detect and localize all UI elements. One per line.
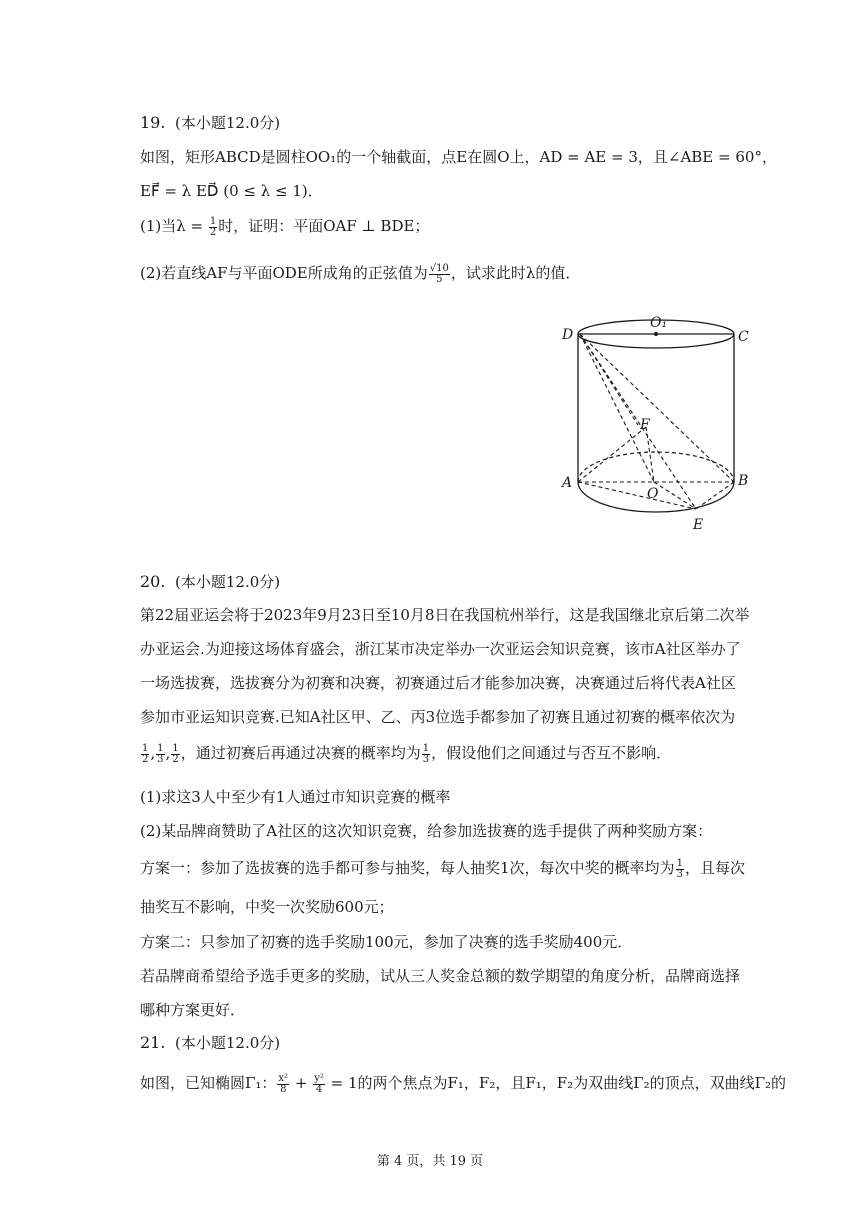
q19-header (140, 113, 280, 133)
q20-prob-1: $\frac{1}{2}$ (142, 742, 149, 765)
bottom-ellipse-back (578, 452, 734, 482)
label-d: D (562, 327, 574, 343)
q20-part2: (2)某品牌商赞助了A社区的这次知识竞赛，给参加选拔赛的选手提供了两种奖励方案： (140, 822, 713, 840)
q20-line3: 一场选拔赛，选拔赛分为初赛和决赛，初赛通过后才能参加决赛，决赛通过后将代表A社区 (140, 674, 736, 692)
q20-number: 20. (140, 572, 166, 591)
q21-x-fraction: $\frac{\text{x²}}{8}$ (278, 1072, 289, 1095)
line-af (578, 427, 646, 482)
q19-part1 (140, 216, 429, 238)
q20-line5: $\frac{1}{2}$ , $\frac{1}{3}$ , $\frac{1}{2}$ ，通过初赛后再通过决赛的概率均为 $\frac{1}{3}$ ，假设他们之间通过与否互不影响． (142, 742, 672, 765)
q19-part1-post: 时，证明：平面OAF ⊥ BDE； (218, 217, 430, 235)
q20-prob-3: $\frac{1}{2}$ (172, 742, 179, 765)
label-e: E (693, 517, 704, 533)
q20-plan1-post: ，且每次 (684, 859, 745, 877)
label-f: F (640, 417, 650, 433)
q21-line1-post: = 1的两个焦点为F₁，F₂，且F₁，F₂为双曲线Γ₂的顶点，双曲线Γ₂的 (325, 1074, 787, 1092)
label-b: B (738, 473, 749, 489)
line-oe (654, 482, 696, 509)
q20-part1: (1)求这3人中至少有1人通过市知识竞赛的概率 (140, 788, 451, 806)
q20-line5-post: ，假设他们之间通过与否互不影响． (431, 744, 672, 762)
label-o: O (647, 486, 659, 502)
q19-line1: 如图，矩形ABCD是圆柱OO₁的一个轴截面，点E在圆O上，AD = AE = 3，且∠ABE = 60°， (140, 148, 777, 166)
line-ae (578, 482, 696, 509)
q20-line2: 办亚运会.为迎接这场体育盛会，浙江某市决定举办一次亚运会知识竞赛，该市A社区举办了 (140, 640, 741, 658)
q19-part2-fraction: $\frac{√10}{5}$ (429, 262, 449, 285)
q20-question-line1: 若品牌商希望给予选手更多的奖励，试从三人奖金总额的数学期望的角度分析，品牌商选择 (140, 967, 741, 985)
q20-header (140, 572, 280, 592)
q21-line1: 如图，已知椭圆Γ₁： $\frac{\text{x²}}{8}$ + $\frac{\text{y²}}{4}$ = 1的两个焦点为F₁，F₂，且F₁，F₂为双曲线Γ₂的顶点，双曲线Γ₂的 (140, 1072, 787, 1095)
q20-score: (本小题12.0分) (175, 573, 281, 591)
line-be (696, 482, 734, 509)
q20-question-line2: 哪种方案更好． (140, 1001, 246, 1019)
q21-line1-pre: 如图，已知椭圆Γ₁： (140, 1074, 277, 1092)
q20-plan2: 方案二：只参加了初赛的选手奖励100元，参加了决赛的选手奖励400元． (140, 933, 633, 951)
line-do (580, 334, 654, 482)
line-de (580, 334, 696, 509)
page-footer: 第 4 页，共 19 页 (376, 1154, 484, 1169)
q20-final-prob: $\frac{1}{3}$ (422, 742, 430, 765)
q20-plan1-fraction: $\frac{1}{3}$ (676, 857, 683, 880)
q19-part1-fraction: $\frac{1}{2}$ (209, 215, 217, 238)
q20-prob-2: $\frac{1}{3}$ (157, 742, 164, 765)
cylinder-figure (550, 305, 770, 540)
q20-line1: 第22届亚运会将于2023年9月23日至10月8日在我国杭州举行，这是我国继北京后第二次举 (140, 606, 750, 624)
q19-part2-post: ，试求此时λ的值． (450, 264, 581, 282)
q21-number: 21. (140, 1033, 166, 1052)
q20-plan1-line2: 抽奖互不影响，中奖一次奖励600元； (140, 898, 394, 916)
q19-part1-pre: (1)当λ = (140, 217, 208, 235)
q19-part2-pre: (2)若直线AF与平面ODE所成角的正弦值为 (140, 264, 428, 282)
label-c: C (738, 329, 749, 345)
q21-y-fraction: $\frac{\text{y²}}{4}$ (314, 1072, 324, 1095)
q21-header (140, 1033, 280, 1053)
label-o1: O₁ (650, 315, 668, 331)
center-o1 (654, 332, 658, 336)
q19-number: 19. (140, 113, 166, 132)
label-a: A (562, 475, 573, 491)
q19-line2: EF⃗ = λ ED⃗ (0 ≤ λ ≤ 1)． (140, 182, 323, 200)
q19-score: (本小题12.0分) (175, 114, 281, 132)
q19-part2 (140, 263, 580, 285)
q21-score: (本小题12.0分) (175, 1034, 281, 1052)
q20-plan1 (140, 858, 745, 880)
q20-line5-mid: ，通过初赛后再通过决赛的概率均为 (180, 744, 421, 762)
q20-plan1-pre: 方案一：参加了选拔赛的选手都可参与抽奖，每人抽奖1次，每次中奖的概率均为 (140, 859, 675, 877)
q20-line4: 参加市亚运知识竞赛.已知A社区甲、乙、丙3位选手都参加了初赛且通过初赛的概率依次为 (140, 708, 736, 726)
